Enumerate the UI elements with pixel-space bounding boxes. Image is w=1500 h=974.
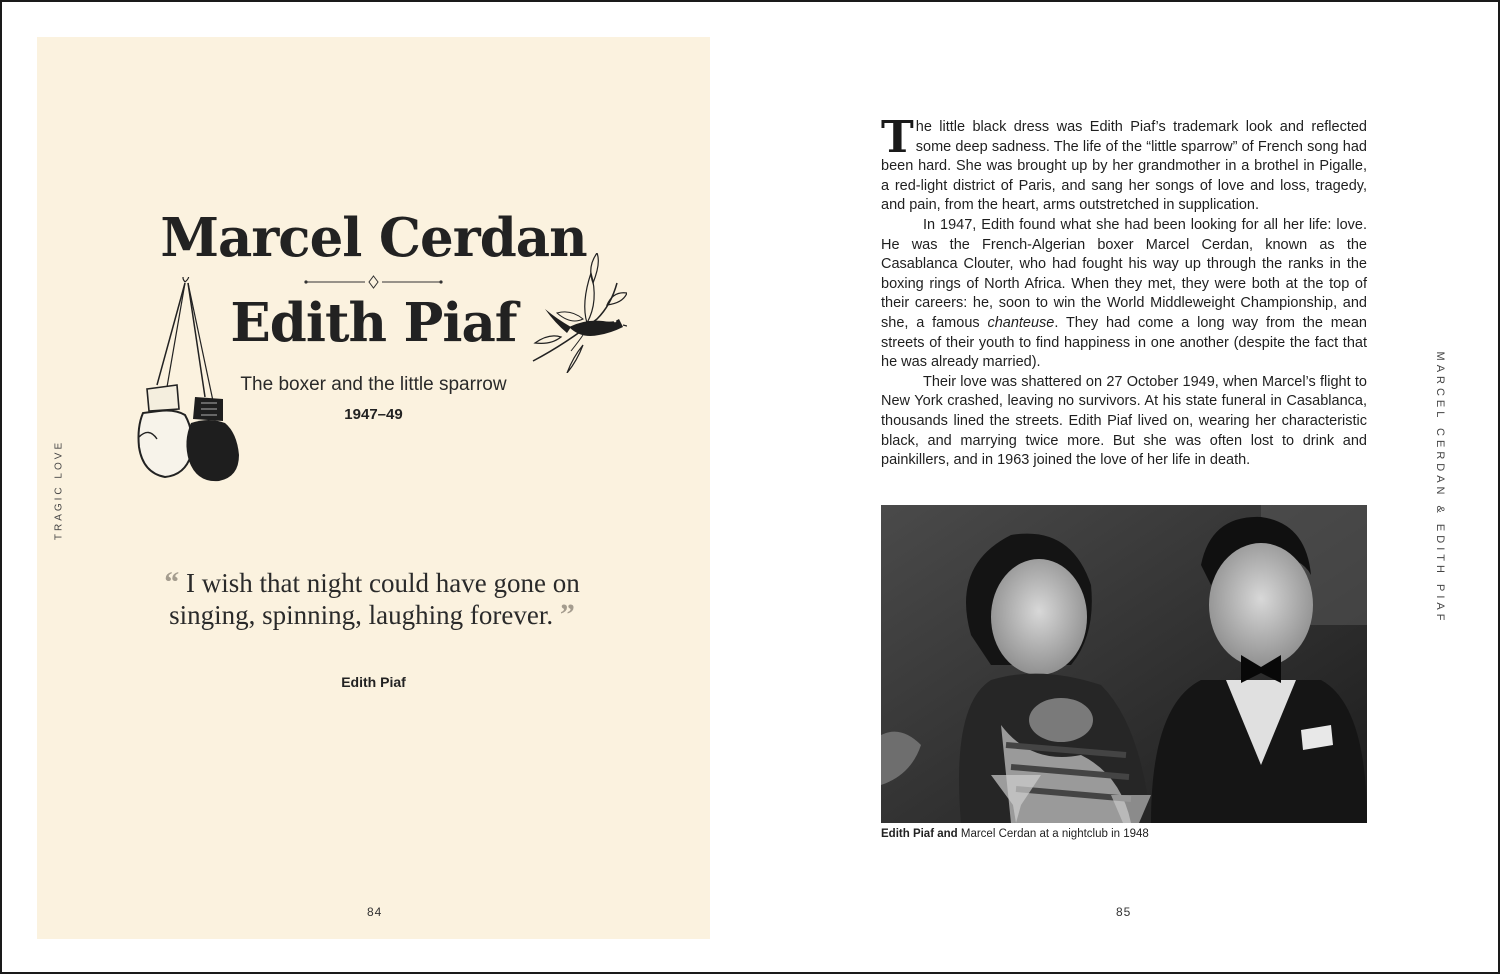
title-line-1: Marcel Cerdan — [160, 207, 587, 269]
paragraph-2-text-a: In 1947, Edith found what she had been looking for all her life: love. He was the French-Algerian boxer Marcel Cerdan, known as the Casablanca Clouter, who had fought his way up through the ranks in the boxing rings of North Africa. When they met, they were both at the top of their careers: he, soon to win the World Middleweight Championship, and she, a famous — [881, 216, 1367, 331]
caption-bold: Edith Piaf and — [881, 828, 958, 840]
boxing-gloves-icon — [133, 277, 253, 492]
left-page — [37, 37, 710, 939]
nightclub-photo — [881, 505, 1367, 823]
title-line-2: Edith Piaf — [230, 292, 517, 354]
running-head-left: TRAGIC LOVE — [53, 439, 65, 541]
quote-open-mark: “ — [164, 566, 180, 599]
page-number-right: 85 — [1116, 905, 1132, 919]
paragraph-2 — [881, 216, 1367, 373]
paragraph-1-text: he little black dress was Edith Piaf’s trademark look and reflected some deep sadness. The life of the “little sparrow” of French song had been hard. She was brought up by her grandmother in a brothel in Pigalle, a red-light district of Paris, and sang her songs of love and loss, tragedy, and pain, from the heart, arms outstretched in supplication. — [881, 119, 1367, 214]
quote-author: Edith Piaf — [341, 674, 406, 690]
quote-text: I wish that night could have gone on singing, spinning, laughing forever. — [169, 568, 580, 630]
article-body — [881, 112, 1367, 471]
photo-caption — [881, 828, 1149, 840]
divider-ornament — [302, 275, 445, 289]
paragraph-1 — [881, 112, 1367, 216]
paragraph-2-italic: chanteuse — [987, 314, 1055, 331]
drop-cap: T — [881, 112, 914, 163]
caption-text: Marcel Cerdan at a nightclub in 1948 — [957, 828, 1149, 840]
running-head-right: MARCEL CERDAN & EDITH PIAF — [1434, 351, 1446, 625]
page-number-left: 84 — [367, 905, 383, 919]
years: 1947–49 — [344, 406, 403, 423]
paragraph-3: Their love was shattered on 27 October 1949, when Marcel’s flight to New York crashed, leaving no survivors. At his state funeral in Casablanca, thousands lined the streets. Edith Piaf lived on, wearing her characteristic black, and marrying twice more. But she was often lost to drink and painkillers, and in 1963 joined the love of her life in death. — [881, 373, 1367, 469]
quote-close-mark: ” — [559, 598, 575, 631]
subtitle: The boxer and the little sparrow — [240, 374, 507, 395]
pull-quote — [157, 567, 587, 631]
paragraph-2-text-b: . They had come a long way from the mean streets of their youth to find happiness in one another (despite the fact that he was already married). — [881, 314, 1367, 371]
bird-on-branch-icon — [527, 253, 627, 373]
